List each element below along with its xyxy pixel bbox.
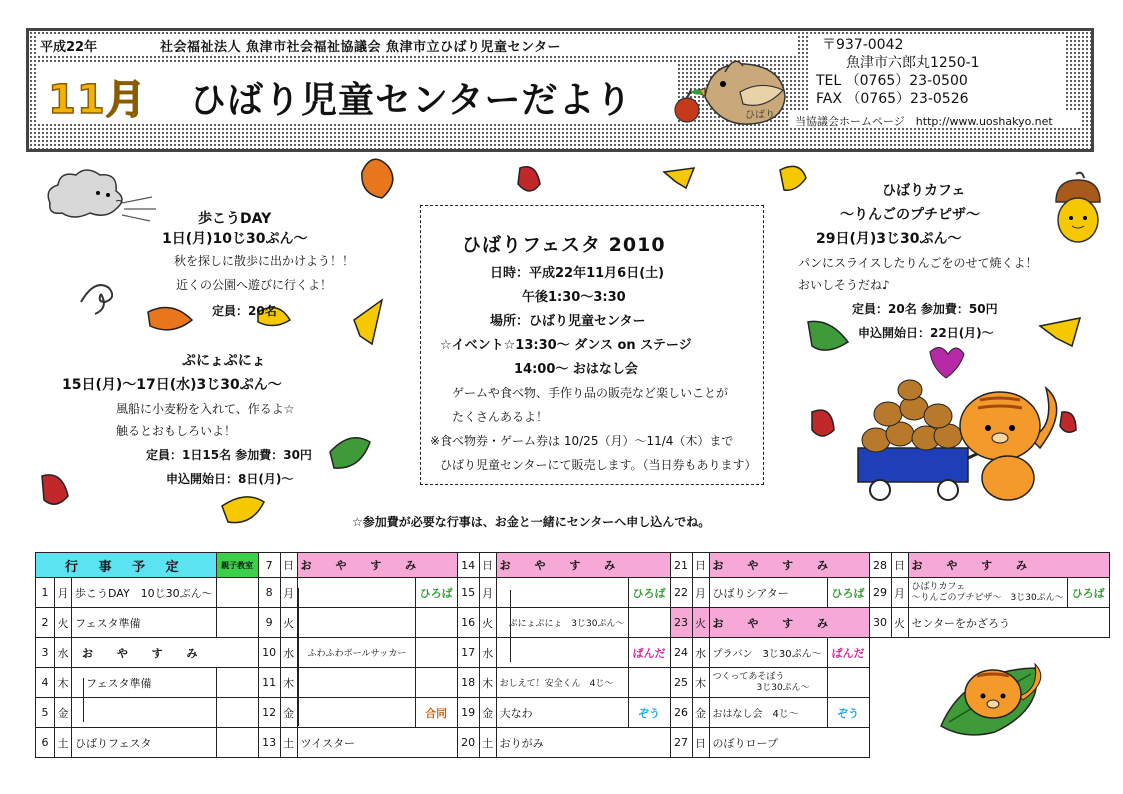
- day-number: 7: [258, 553, 280, 578]
- schedule-table: [35, 552, 1110, 758]
- event-cell: [709, 668, 827, 698]
- tag-cell: ひろば: [827, 578, 869, 608]
- day-of-week: 土: [55, 728, 72, 758]
- event-line: ひばりカフェ: [911, 581, 966, 592]
- day-of-week: 月: [55, 578, 72, 608]
- tag-cell: [827, 668, 869, 698]
- event-cell: お や す み: [72, 638, 259, 668]
- event-cell: ひばりシアター: [709, 578, 827, 608]
- tag-cell: [628, 668, 670, 698]
- heart-icon: [930, 347, 964, 378]
- tel-number: TEL （0765）23-0500: [816, 73, 968, 89]
- day-number: 20: [457, 728, 479, 758]
- walk-desc-1: 秋を探しに散歩に出かけよう！！: [174, 254, 355, 268]
- empty-cell: [869, 728, 1109, 758]
- day-number: 3: [36, 638, 55, 668]
- tag-cell: [415, 668, 457, 698]
- day-number: 23: [670, 608, 692, 638]
- squirrel-cart-icon: [850, 378, 1070, 513]
- day-of-week: 日: [692, 728, 709, 758]
- day-of-week: 金: [692, 698, 709, 728]
- parent-class-badge: 親子教室: [216, 553, 258, 578]
- tag-cell: [216, 698, 258, 728]
- year-label: 平成22年: [40, 40, 98, 55]
- table-row: [36, 668, 1110, 698]
- day-of-week: 火: [891, 608, 908, 638]
- organization-name: 社会福祉法人 魚津市社会福祉協議会 魚津市立ひばり児童センター: [160, 40, 562, 55]
- punyu-date: 15日(月)～17日(水)3じ30ぷん～: [62, 377, 282, 393]
- table-row: [36, 578, 1110, 608]
- event-cell: フェスタ準備: [72, 608, 217, 638]
- rest-day: お や す み: [908, 553, 1109, 578]
- table-row: [36, 553, 1110, 578]
- yellow-leaf-icon: [1040, 318, 1080, 346]
- punyu-title: ぷにょぷにょ: [182, 353, 266, 369]
- day-of-week: 月: [692, 578, 709, 608]
- day-number: 10: [258, 638, 280, 668]
- event-line: つくってあそぼう: [712, 671, 785, 682]
- day-of-week: 金: [479, 698, 496, 728]
- tag-cell: [216, 578, 258, 608]
- day-number: 5: [36, 698, 55, 728]
- cafe-title-1: ひばりカフェ: [882, 183, 966, 199]
- day-number: 18: [457, 668, 479, 698]
- cafe-desc-2: おいしそうだね♪: [798, 278, 890, 292]
- orange-leaf-icon: [148, 308, 192, 330]
- orange-leaf-icon: [362, 159, 393, 198]
- event-cell: [297, 578, 415, 608]
- tag-cell: ぱんだ: [628, 638, 670, 668]
- event-line: ～りんごのプチピザ～ 3じ30ぷん～: [911, 592, 1064, 603]
- bird-label: ひばり: [745, 110, 775, 121]
- day-of-week: 土: [280, 728, 297, 758]
- event-cell: プラバン 3じ30ぷん～: [709, 638, 827, 668]
- street-address: 魚津市六郎丸1250-1: [846, 55, 980, 71]
- festa-time: 午後1:30～3:30: [522, 290, 626, 305]
- empty-cell: [869, 668, 1109, 698]
- day-of-week: 木: [280, 668, 297, 698]
- tag-cell: [216, 728, 258, 758]
- rest-day: お や す み: [297, 553, 457, 578]
- day-of-week: 水: [55, 638, 72, 668]
- festa-event-1: ☆イベント☆13:30～ ダンス on ステージ: [440, 338, 692, 353]
- festa-title: ひばりフェスタ 2010: [462, 234, 666, 256]
- tag-cell: ぱんだ: [827, 638, 869, 668]
- festa-date: 日時：平成22年11月6日(土): [490, 266, 665, 281]
- festa-event-2: 14:00～ おはなし会: [514, 362, 638, 377]
- yellow-leaf-icon: [222, 497, 264, 523]
- empty-cell: [869, 638, 1109, 668]
- red-leaf-icon: [812, 410, 834, 436]
- yellow-leaf-icon: [664, 168, 694, 188]
- newsletter-title: ひばり児童センターだより: [190, 80, 633, 121]
- festa-note-2: ひばり児童センターにて販売します。（当日券もあります）: [440, 458, 757, 472]
- homepage-link[interactable]: 当協議会ホームページ http://www.uoshakyo.net: [795, 115, 1053, 128]
- event-cell: おしえて！安全くん 4じ～: [496, 668, 628, 698]
- event-cell: [297, 608, 415, 638]
- day-number: 17: [457, 638, 479, 668]
- day-number: 27: [670, 728, 692, 758]
- festa-place: 場所：ひばり児童センター: [490, 314, 646, 329]
- day-of-week: 日: [280, 553, 297, 578]
- day-number: 4: [36, 668, 55, 698]
- day-number: 21: [670, 553, 692, 578]
- tag-cell: [628, 608, 670, 638]
- cafe-date: 29日(月)3じ30ぷん～: [816, 231, 962, 247]
- day-of-week: 水: [280, 638, 297, 668]
- schedule-header: 行 事 予 定: [36, 553, 217, 578]
- event-cell: フェスタ準備: [72, 668, 217, 698]
- day-number: 6: [36, 728, 55, 758]
- day-number: 29: [869, 578, 891, 608]
- day-of-week: 木: [55, 668, 72, 698]
- day-of-week: 火: [280, 608, 297, 638]
- tag-cell: ひろば: [1067, 578, 1109, 608]
- table-row: [36, 608, 1110, 638]
- event-cell: [496, 638, 628, 668]
- punyu-desc-1: 風船に小麦粉を入れて、作るよ☆: [116, 402, 295, 416]
- cafe-capacity: 定員：20名 参加費：50円: [852, 302, 998, 316]
- day-number: 14: [457, 553, 479, 578]
- tag-cell: [415, 608, 457, 638]
- festa-desc-1: ゲームや食べ物、手作り品の販売など楽しいことが: [452, 386, 729, 400]
- empty-cell: [869, 698, 1109, 728]
- period-line: [510, 590, 511, 662]
- tag-cell: ぞう: [827, 698, 869, 728]
- tag-cell: ひろば: [415, 578, 457, 608]
- day-of-week: 木: [692, 668, 709, 698]
- event-cell: のぼりロープ: [709, 728, 869, 758]
- event-cell: [908, 578, 1067, 608]
- day-of-week: 水: [692, 638, 709, 668]
- day-of-week: 火: [479, 608, 496, 638]
- event-cell: [496, 578, 628, 608]
- day-number: 16: [457, 608, 479, 638]
- cafe-title-2: ～りんごのプチピザ～: [840, 207, 980, 223]
- day-number: 1: [36, 578, 55, 608]
- day-number: 24: [670, 638, 692, 668]
- postal-code: 〒937-0042: [822, 37, 904, 53]
- day-number: 30: [869, 608, 891, 638]
- tag-cell: ぞう: [628, 698, 670, 728]
- punyu-desc-2: 触るとおもしろいよ！: [116, 424, 237, 438]
- event-cell: センターをかざろう: [908, 608, 1109, 638]
- tag-cell: [216, 668, 258, 698]
- event-cell: [72, 698, 217, 728]
- event-cell: [297, 698, 415, 728]
- tag-cell: [216, 608, 258, 638]
- day-of-week: 日: [479, 553, 496, 578]
- rest-day: お や す み: [709, 608, 869, 638]
- yellow-leaf-icon: [354, 300, 382, 344]
- day-number: 8: [258, 578, 280, 608]
- event-cell: ひばりフェスタ: [72, 728, 217, 758]
- event-cell: ツイスター: [297, 728, 457, 758]
- red-leaf-icon: [42, 475, 68, 504]
- day-of-week: 水: [479, 638, 496, 668]
- event-cell: 大なわ: [496, 698, 628, 728]
- day-of-week: 月: [280, 578, 297, 608]
- day-number: 26: [670, 698, 692, 728]
- day-number: 2: [36, 608, 55, 638]
- event-cell: 歩こうDAY 10じ30ぷん～: [72, 578, 217, 608]
- hibari-bird-icon: [665, 52, 800, 132]
- acorn-icon: [1048, 168, 1108, 258]
- address-block: [816, 36, 980, 108]
- event-cell: おりがみ: [496, 728, 670, 758]
- cafe-desc-1: パンにスライスしたりんごをのせて焼くよ！: [798, 256, 1038, 270]
- green-leaf-icon: [330, 438, 370, 468]
- day-number: 12: [258, 698, 280, 728]
- cafe-apply-date: 申込開始日：22日(月)～: [858, 326, 994, 340]
- punyu-capacity: 定員：1日15名 参加費：30円: [146, 448, 312, 462]
- event-cell: おはなし会 4じ～: [709, 698, 827, 728]
- walk-date: 1日(月)10じ30ぷん～: [162, 231, 308, 247]
- day-of-week: 木: [479, 668, 496, 698]
- walk-desc-2: 近くの公園へ遊びに行くよ！: [176, 278, 333, 292]
- period-line: [298, 588, 299, 726]
- tag-cell: [415, 638, 457, 668]
- month-title: 11月: [48, 77, 147, 123]
- event-cell: ぷにょぷにょ 3じ30ぷん～: [496, 608, 628, 638]
- tag-cell: 合同: [415, 698, 457, 728]
- tag-cell: ひろば: [628, 578, 670, 608]
- day-number: 9: [258, 608, 280, 638]
- punyu-apply-date: 申込開始日：8日(月)～: [166, 472, 294, 486]
- fax-number: FAX （0765）23-0526: [816, 91, 969, 107]
- table-row: [36, 728, 1110, 758]
- walk-capacity: 定員：20名: [212, 304, 277, 318]
- day-number: 13: [258, 728, 280, 758]
- festa-desc-2: たくさんあるよ！: [452, 410, 549, 424]
- day-number: 22: [670, 578, 692, 608]
- fee-notice: ☆参加費が必要な行事は、お金と一緒にセンターへ申し込んでね。: [352, 515, 711, 529]
- festa-note-1: ※食べ物券・ゲーム券は 10/25（月）～11/4（木）まで: [430, 434, 734, 448]
- day-of-week: 土: [479, 728, 496, 758]
- day-number: 28: [869, 553, 891, 578]
- day-of-week: 月: [479, 578, 496, 608]
- day-number: 19: [457, 698, 479, 728]
- table-row: [36, 698, 1110, 728]
- day-of-week: 日: [891, 553, 908, 578]
- day-of-week: 金: [280, 698, 297, 728]
- day-number: 25: [670, 668, 692, 698]
- event-line: 3じ30ぷん～: [756, 682, 810, 693]
- table-row: [36, 638, 1110, 668]
- rest-day: お や す み: [496, 553, 670, 578]
- day-of-week: 月: [891, 578, 908, 608]
- event-cell: ふわふわボールサッカー: [297, 638, 415, 668]
- day-of-week: 日: [692, 553, 709, 578]
- walk-title: 歩こうDAY: [198, 211, 272, 227]
- day-of-week: 金: [55, 698, 72, 728]
- period-line: [83, 678, 84, 722]
- day-of-week: 火: [692, 608, 709, 638]
- yellow-leaf-icon: [780, 166, 806, 190]
- day-number: 15: [457, 578, 479, 608]
- rest-day: お や す み: [709, 553, 869, 578]
- day-of-week: 火: [55, 608, 72, 638]
- red-leaf-icon: [518, 167, 540, 191]
- green-leaf-icon: [808, 321, 848, 350]
- day-number: 11: [258, 668, 280, 698]
- event-cell: [297, 668, 415, 698]
